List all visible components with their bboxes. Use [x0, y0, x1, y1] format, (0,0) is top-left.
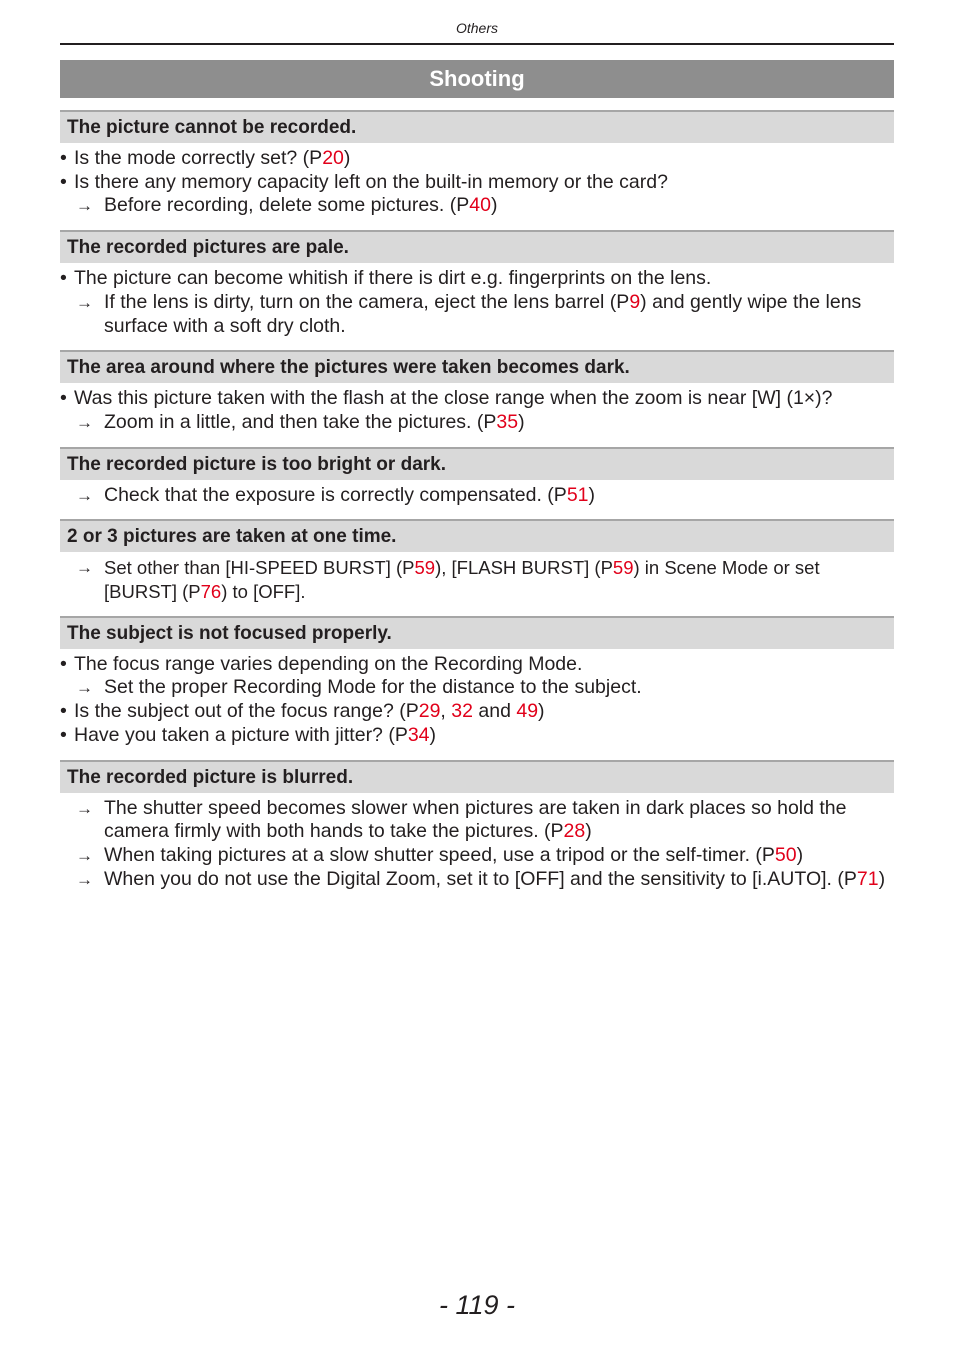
item-text: Set other than [HI-SPEED BURST] (P: [104, 557, 415, 579]
arrow-item: [60, 411, 894, 435]
item-text: The shutter speed becomes slower when pictures are taken in dark places so hold the camera firmly with both hands to take the pictures. (P: [104, 796, 847, 843]
item-text: ): [343, 147, 351, 169]
page-reference-link[interactable]: 51: [566, 483, 589, 506]
topic-heading: The area around where the pictures were taken becomes dark.: [60, 350, 894, 383]
topic-heading: The picture cannot be recorded.: [60, 110, 894, 143]
topic-heading: The recorded pictures are pale.: [60, 230, 894, 263]
topic-body: [60, 480, 894, 508]
arrow-item: [60, 844, 894, 868]
page-reference-link[interactable]: 76: [200, 581, 222, 603]
arrow-item: [60, 676, 894, 700]
item-text: Before recording, delete some pictures. (P: [104, 194, 470, 217]
topic-section: [60, 230, 894, 338]
item-text: ,: [440, 700, 452, 723]
item-text: ): [878, 867, 886, 890]
bullet-item: [60, 700, 894, 724]
bullet-item: [60, 653, 894, 677]
section-title: Shooting: [60, 60, 894, 98]
page-reference-link[interactable]: 9: [629, 290, 641, 313]
item-text: and: [472, 700, 517, 723]
page-reference-link[interactable]: 34: [407, 723, 430, 746]
topic-heading: The recorded picture is too bright or dark.: [60, 447, 894, 480]
item-text: Zoom in a little, and then take the pictures. (P: [104, 410, 497, 433]
page-reference-link[interactable]: 28: [563, 820, 586, 843]
bullet-item: [60, 147, 894, 171]
page-reference-link[interactable]: 50: [774, 843, 797, 866]
bullet-item: [60, 724, 894, 748]
item-text: The picture can become whitish if there is dirt e.g. fingerprints on the lens.: [74, 267, 712, 290]
arrow-right-icon: →: [76, 196, 93, 216]
item-text: The focus range varies depending on the Recording Mode.: [74, 652, 583, 675]
topic-list: [60, 110, 894, 891]
arrow-right-icon: →: [76, 869, 93, 889]
arrow-right-icon: →: [76, 798, 93, 818]
item-text: ): [538, 700, 545, 723]
page-reference-link[interactable]: 35: [496, 410, 519, 433]
topic-heading: The recorded picture is blurred.: [60, 760, 894, 793]
topic-section: [60, 350, 894, 434]
item-text: ): [490, 194, 498, 217]
arrow-right-icon: →: [76, 845, 93, 865]
page-content: [60, 60, 894, 891]
item-text: ) in Scene Mode or set [BURST] (P: [104, 557, 820, 603]
arrow-item: [60, 556, 894, 603]
arrow-right-icon: →: [76, 412, 93, 432]
topic-section: [60, 110, 894, 218]
item-text: Is there any memory capacity left on the built-in memory or the card?: [74, 170, 668, 193]
header-rule: [60, 43, 894, 45]
bullet-item: [60, 387, 894, 411]
bullet-item: [60, 171, 894, 195]
topic-section: [60, 760, 894, 892]
item-text: When you do not use the Digital Zoom, set it to [OFF] and the sensitivity to [i.AUTO]. (P: [104, 867, 857, 890]
page-reference-link[interactable]: 32: [451, 700, 473, 723]
topic-body: [60, 143, 894, 218]
item-text: Have you taken a picture with jitter? (P: [74, 723, 408, 746]
page-reference-link[interactable]: 49: [516, 700, 539, 723]
topic-body: [60, 793, 894, 892]
topic-heading: The subject is not focused properly.: [60, 616, 894, 649]
item-text: ): [796, 843, 804, 866]
item-text: ): [585, 820, 592, 843]
arrow-item: [60, 194, 894, 218]
topic-body: [60, 649, 894, 748]
topic-section: [60, 519, 894, 603]
item-text: ) and gently wipe the lens surface with a soft dry cloth.: [104, 290, 862, 337]
item-text: ): [429, 723, 437, 746]
bullet-item: [60, 267, 894, 291]
running-head: Others: [455, 20, 498, 36]
page-reference-link[interactable]: 59: [612, 557, 634, 579]
item-text: ), [FLASH BURST] (P: [435, 557, 613, 579]
page-reference-link[interactable]: 20: [322, 147, 344, 169]
arrow-right-icon: →: [76, 678, 93, 698]
arrow-right-icon: →: [76, 558, 93, 578]
topic-body: [60, 552, 894, 603]
topic-section: [60, 616, 894, 748]
item-text: When taking pictures at a slow shutter speed, use a tripod or the self-timer. (P: [104, 843, 775, 866]
topic-body: [60, 263, 894, 338]
page-reference-link[interactable]: 40: [469, 194, 491, 217]
item-text: ): [588, 483, 596, 506]
topic-section: [60, 447, 894, 508]
page-reference-link[interactable]: 29: [418, 700, 441, 723]
item-text: ) to [OFF].: [221, 581, 306, 603]
arrow-item: [60, 868, 894, 892]
arrow-item: [60, 484, 894, 508]
page-number: - 119 -: [438, 1290, 516, 1320]
item-text: Was this picture taken with the flash at the close range when the zoom is near [W] (1×)?: [74, 387, 833, 410]
arrow-item: [60, 797, 894, 844]
arrow-right-icon: →: [76, 485, 93, 505]
topic-body: [60, 383, 894, 434]
item-text: Is the subject out of the focus range? (P: [74, 700, 419, 723]
item-text: Set the proper Recording Mode for the distance to the subject.: [104, 676, 642, 699]
arrow-item: [60, 291, 894, 338]
item-text: Check that the exposure is correctly compensated. (P: [104, 483, 567, 506]
item-text: Is the mode correctly set? (P: [74, 147, 323, 169]
topic-heading: 2 or 3 pictures are taken at one time.: [60, 519, 894, 552]
item-text: ): [518, 410, 525, 433]
item-text: If the lens is dirty, turn on the camera, eject the lens barrel (P: [104, 290, 630, 313]
page-reference-link[interactable]: 71: [856, 867, 879, 890]
arrow-right-icon: →: [76, 292, 93, 312]
page-reference-link[interactable]: 59: [414, 557, 436, 579]
